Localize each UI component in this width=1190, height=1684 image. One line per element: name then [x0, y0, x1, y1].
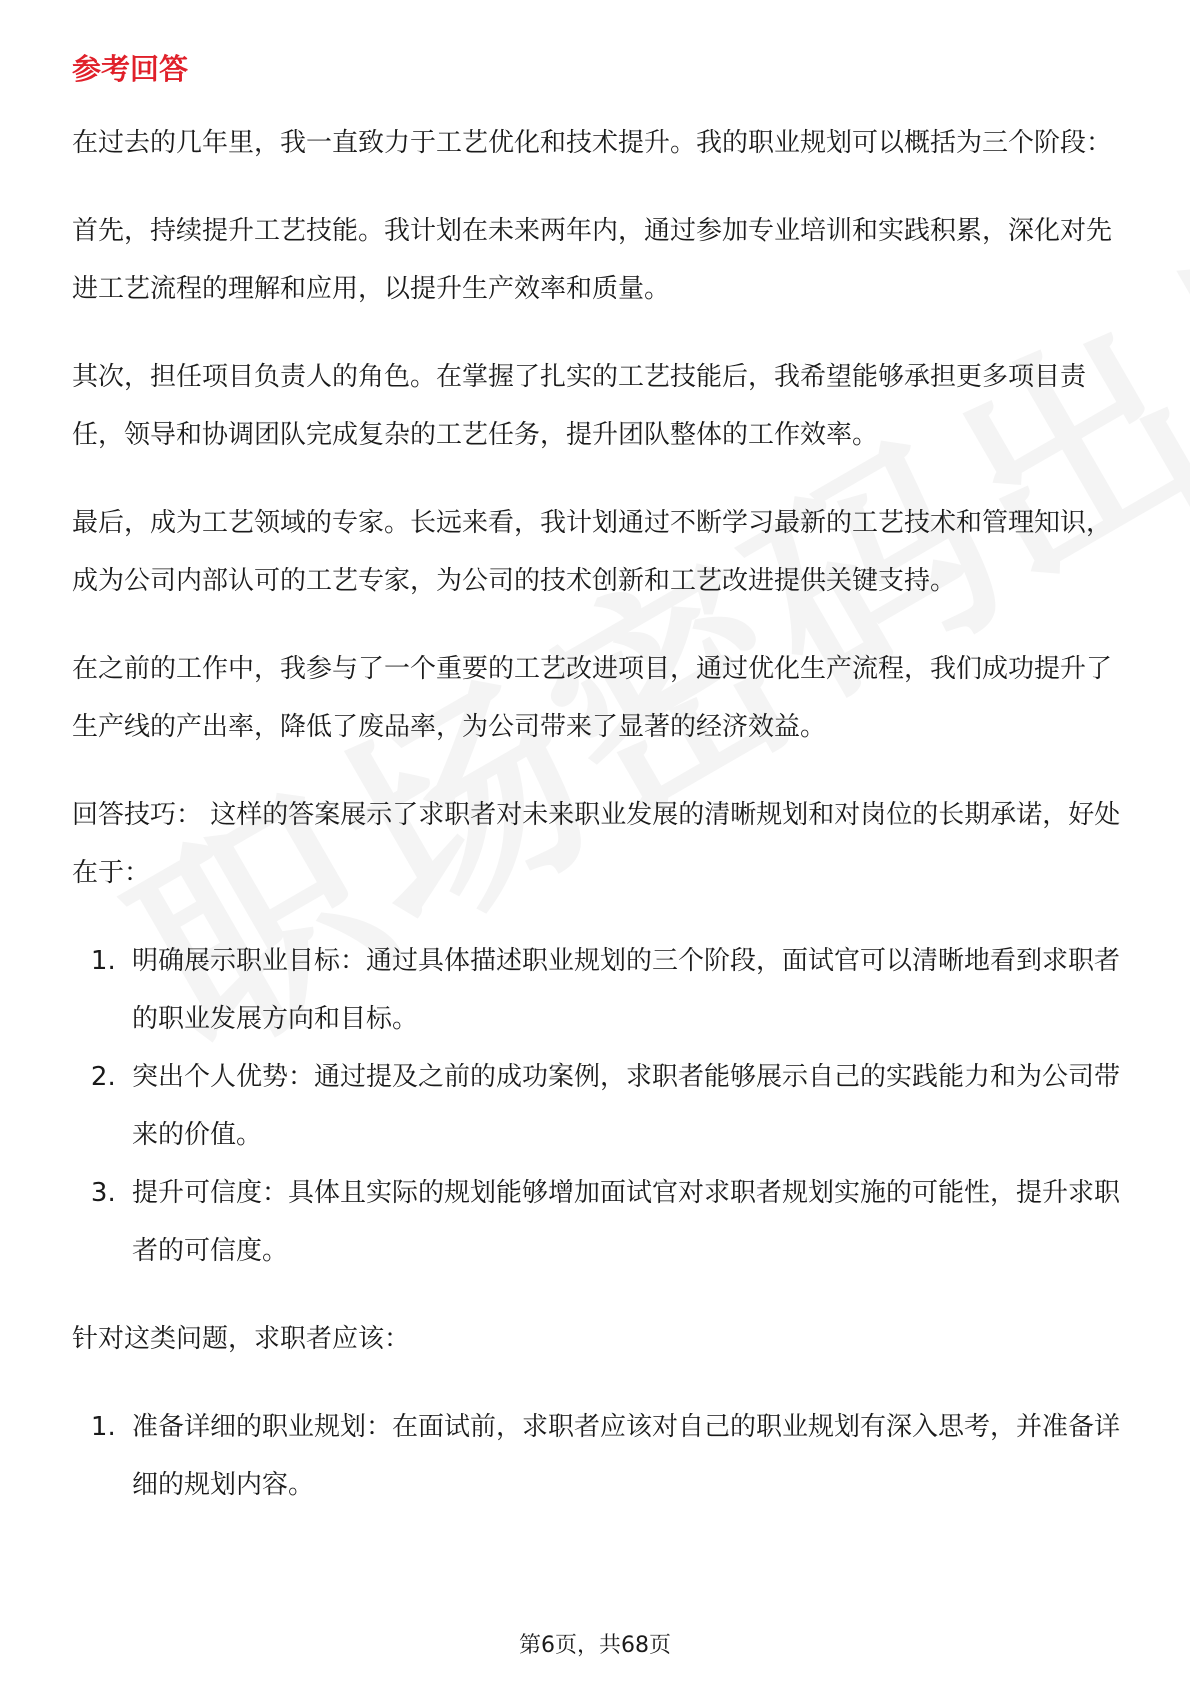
list-item: 3. 提升可信度：具体且实际的规划能够增加面试官对求职者规划实施的可能性，提升求职者的可信度。	[124, 1164, 1122, 1280]
section-title: 参考回答	[72, 52, 189, 86]
list-item: 1. 准备详细的职业规划：在面试前，求职者应该对自己的职业规划有深入思考，并准备详细的规划内容。	[124, 1398, 1122, 1514]
paragraph-tips: 回答技巧： 这样的答案展示了求职者对未来职业发展的清晰规划和对岗位的长期承诺，好处在于：	[72, 800, 1121, 888]
paragraph-intro: 在过去的几年里，我一直致力于工艺优化和技术提升。我的职业规划可以概括为三个阶段：	[72, 128, 1113, 158]
paragraph-advice-intro: 针对这类问题，求职者应该：	[72, 1324, 411, 1354]
list-item: 2. 突出个人优势：通过提及之前的成功案例，求职者能够展示自己的实践能力和为公司带来的价值。	[124, 1048, 1122, 1164]
paragraph-stage-3: 最后，成为工艺领域的专家。长远来看，我计划通过不断学习最新的工艺技术和管理知识，成为公司内部认可的工艺专家，为公司的技术创新和工艺改进提供关键支持。	[72, 508, 1113, 596]
advice-list	[72, 1398, 1122, 1514]
paragraph-experience: 在之前的工作中，我参与了一个重要的工艺改进项目，通过优化生产流程，我们成功提升了生产线的产出率，降低了废品率，为公司带来了显著的经济效益。	[72, 654, 1113, 742]
paragraph-stage-1: 首先，持续提升工艺技能。我计划在未来两年内，通过参加专业培训和实践积累，深化对先进工艺流程的理解和应用，以提升生产效率和质量。	[72, 216, 1113, 304]
list-item: 1. 明确展示职业目标：通过具体描述职业规划的三个阶段，面试官可以清晰地看到求职者的职业发展方向和目标。	[124, 932, 1122, 1048]
document-page	[72, 48, 1122, 1544]
paragraph-stage-2: 其次，担任项目负责人的角色。在掌握了扎实的工艺技能后，我希望能够承担更多项目责任，领导和协调团队完成复杂的工艺任务，提升团队整体的工作效率。	[72, 362, 1087, 450]
benefits-list	[72, 932, 1122, 1280]
page-number: 第6页，共68页	[519, 1633, 671, 1658]
